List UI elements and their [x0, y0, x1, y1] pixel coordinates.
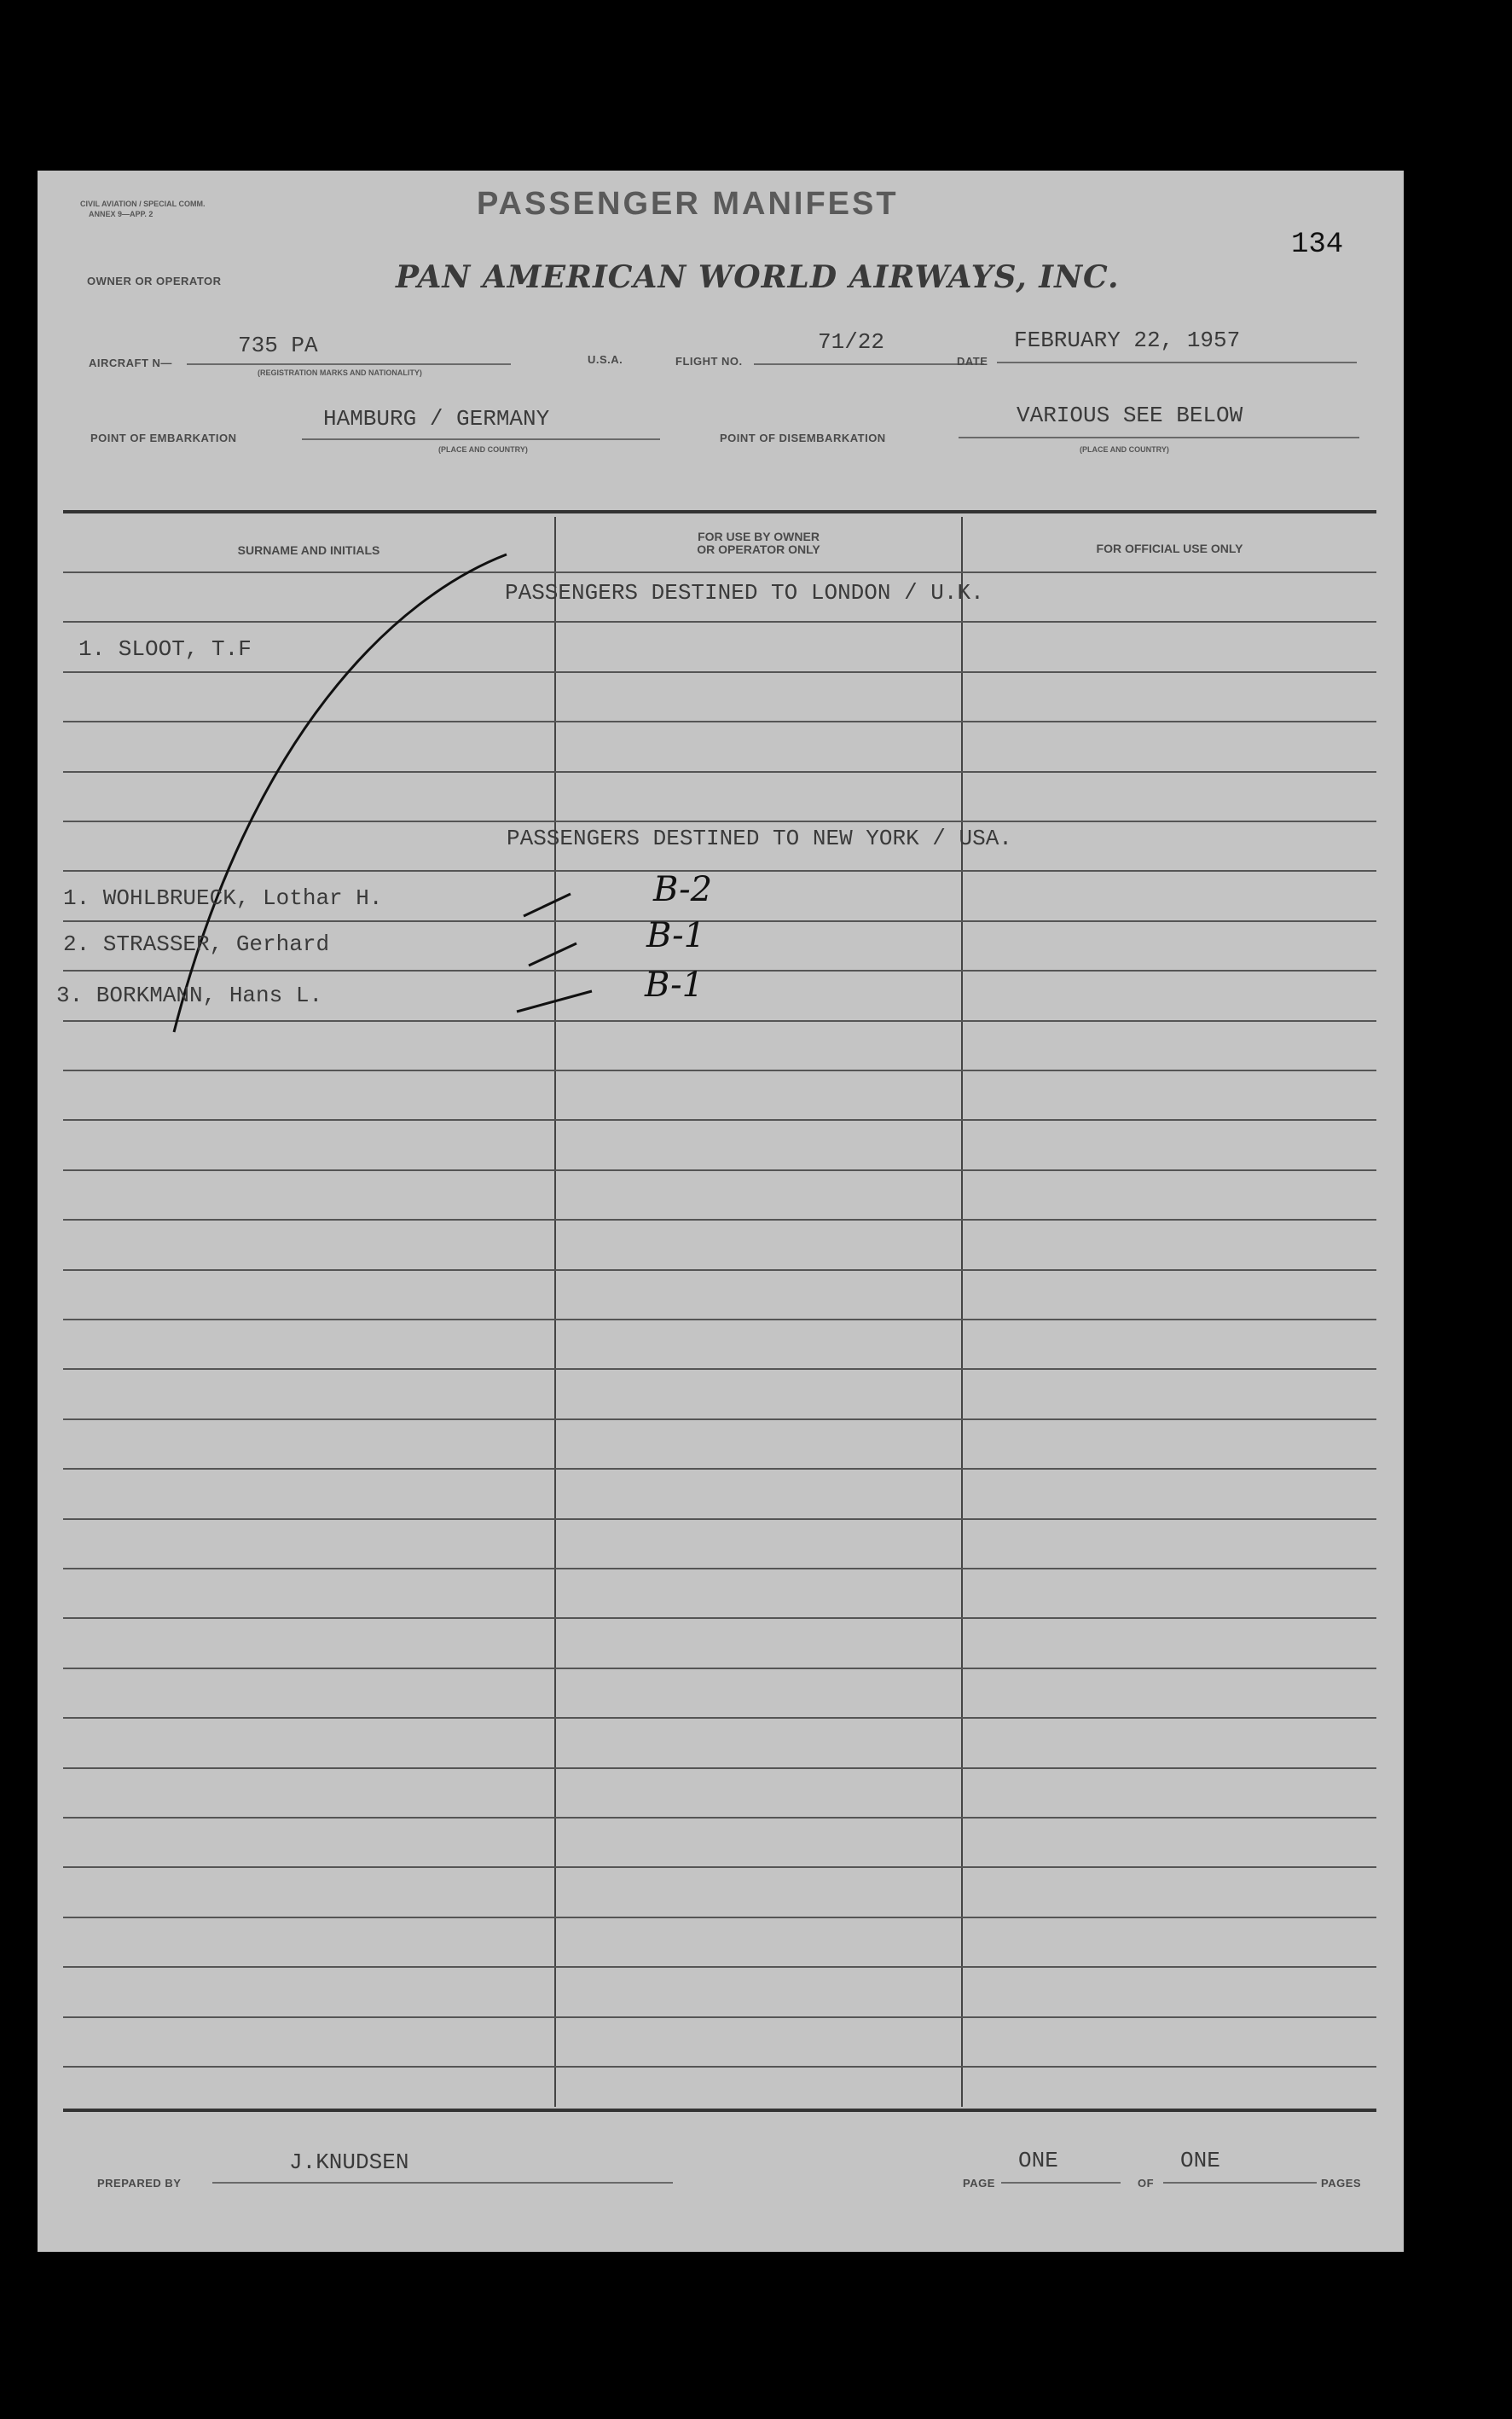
flight-value: 71/22 [818, 329, 885, 355]
disembark-sub: (PLACE AND COUNTRY) [1080, 445, 1169, 454]
ruled-line [63, 1866, 1376, 1868]
embark-value: HAMBURG / GERMANY [323, 406, 550, 432]
column-divider-1 [554, 517, 556, 2107]
passenger-row-name: 1. WOHLBRUECK, Lothar H. [63, 885, 383, 911]
ruled-line [63, 1617, 1376, 1619]
col1-header: SURNAME AND INITIALS [237, 543, 380, 557]
handwritten-mark: B-2 [653, 870, 713, 909]
date-label: DATE [957, 355, 988, 368]
ruled-line [63, 2066, 1376, 2068]
owner-label: OWNER OR OPERATOR [87, 275, 222, 287]
section-heading-london: PASSENGERS DESTINED TO LONDON / U.K. [505, 580, 984, 606]
ruled-line [63, 1119, 1376, 1121]
ruled-line [63, 2016, 1376, 2018]
section-heading-new-york: PASSENGERS DESTINED TO NEW YORK / USA. [507, 826, 1012, 851]
prepared-label: PREPARED BY [97, 2177, 182, 2190]
col2-header-line1: FOR USE BY OWNER [698, 530, 820, 543]
ruled-line [63, 1070, 1376, 1071]
aircraft-value: 735 PA [238, 333, 318, 358]
ruled-line [63, 1717, 1376, 1719]
aircraft-sub: (REGISTRATION MARKS AND NATIONALITY) [258, 368, 422, 377]
aircraft-label: AIRCRAFT N— [89, 357, 172, 369]
ruled-line [63, 1966, 1376, 1968]
pages-value: ONE [1180, 2148, 1220, 2173]
ruled-line [63, 1917, 1376, 1918]
disembark-label: POINT OF DISEMBARKATION [720, 432, 886, 444]
date-value: FEBRUARY 22, 1957 [1014, 328, 1241, 353]
page-underline [1001, 2182, 1121, 2184]
ruled-line [63, 1418, 1376, 1420]
table-bottom-rule [63, 2109, 1376, 2112]
usa-label: U.S.A. [588, 353, 623, 366]
of-label: OF [1138, 2177, 1155, 2190]
flight-label: FLIGHT NO. [675, 355, 743, 368]
disembark-value: VARIOUS SEE BELOW [1017, 403, 1243, 428]
col2-header-line2: OR OPERATOR ONLY [697, 542, 820, 556]
handwritten-mark: B-1 [645, 966, 704, 1005]
ruled-line [63, 1767, 1376, 1769]
column-divider-2 [961, 517, 963, 2107]
prepared-underline [212, 2182, 673, 2184]
cancel-stroke [140, 546, 532, 1041]
pages-underline [1163, 2182, 1317, 2184]
embark-underline [302, 438, 660, 440]
ruled-line [63, 1468, 1376, 1470]
check-marks [515, 884, 634, 1020]
disembark-underline [959, 437, 1359, 438]
passenger-row-name: 2. STRASSER, Gerhard [63, 931, 330, 957]
date-underline [997, 362, 1357, 363]
ruled-line [63, 1368, 1376, 1370]
embark-sub: (PLACE AND COUNTRY) [438, 445, 528, 454]
ruled-line [63, 1169, 1376, 1171]
corner-note-line2: ANNEX 9—APP. 2 [89, 210, 154, 218]
ruled-line [63, 1568, 1376, 1569]
passenger-row-name: 1. SLOOT, T.F [78, 636, 252, 662]
owner-value: PAN AMERICAN WORLD AIRWAYS, INC. [396, 259, 1120, 295]
flight-underline [754, 363, 984, 365]
ruled-line [63, 1668, 1376, 1669]
ruled-line [63, 1518, 1376, 1520]
page-label: PAGE [963, 2177, 995, 2190]
document-title: PASSENGER MANIFEST [477, 186, 899, 222]
embark-label: POINT OF EMBARKATION [90, 432, 237, 444]
prepared-value: J.KNUDSEN [289, 2149, 409, 2175]
handwritten-mark: B-1 [646, 916, 706, 955]
ruled-line [63, 1219, 1376, 1221]
ruled-line [63, 1817, 1376, 1819]
page-stamp: 134 [1291, 229, 1344, 261]
ruled-line [63, 1269, 1376, 1271]
manifest-sheet [38, 171, 1404, 2252]
ruled-line [63, 1319, 1376, 1320]
table-top-rule [63, 510, 1376, 513]
page-value: ONE [1018, 2148, 1058, 2173]
col3-header: FOR OFFICIAL USE ONLY [1096, 542, 1243, 555]
pages-label: PAGES [1321, 2177, 1362, 2190]
corner-note-line1: CIVIL AVIATION / SPECIAL COMM. [80, 200, 206, 208]
passenger-row-name: 3. BORKMANN, Hans L. [56, 983, 323, 1008]
aircraft-underline [187, 363, 511, 365]
